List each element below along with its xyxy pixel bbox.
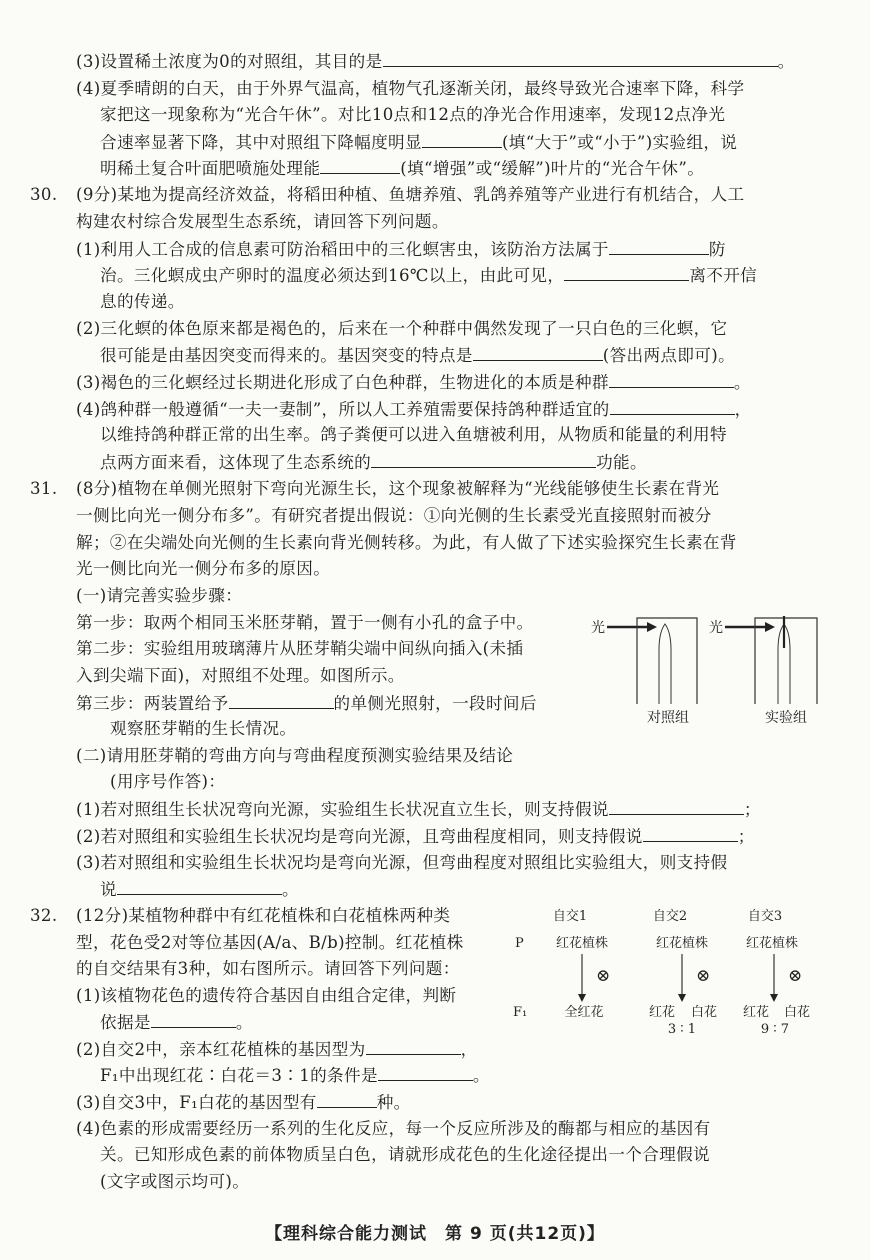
page-footer: 【理科综合能力测试 第 9 页(共12页)】 [265, 1224, 605, 1244]
q31-step1: 第一步：取两个相同玉米胚芽鞘，置于一侧有小孔的盒子中。 [76, 613, 534, 632]
q32-1-line1: (1)该植物花色的遗传符合基因自由组合定律，判断 [76, 986, 457, 1005]
q31-step2-line2: 入到尖端下面)，对照组不处理。如图所示。 [76, 666, 405, 685]
q32-3-line: (3)自交3中，F₁白花的基因型有 种。 [76, 1093, 411, 1112]
q31-step3-line1: 第三步：两装置给予 的单侧光照射，一段时间后 [76, 694, 537, 713]
cross2-self-symbol: ⊗ [696, 966, 711, 986]
q31-step2-line1: 第二步：实验组用玻璃薄片从胚芽鞘尖端中间纵向插入(未插 [76, 639, 524, 658]
q29-4-line3: 合速率显著下降，其中对照组下降幅度明显 (填“大于”或“小于”)实验组，说 [100, 133, 738, 152]
cross2-arrowhead [678, 994, 686, 1002]
cross3-ratio: 9 ∶ 7 [760, 1022, 790, 1036]
q31-result1: (1)若对照组生长状况弯向光源，实验组生长状况直立生长，则支持假说 ； [76, 800, 761, 819]
q29-3-line: (3)设置稀土浓度为0的对照组，其目的是 。 [76, 52, 795, 71]
q32-stem-line2: 型，花色受2对等位基因(A/a、B/b)控制。红花植株 [76, 933, 464, 952]
q30-3-line: (3)褐色的三化螟经过长期进化形成了白色种群，生物进化的本质是种群 。 [76, 373, 751, 392]
p-row-label: P [515, 936, 524, 951]
q31-result3-line2: 说 。 [100, 880, 299, 899]
q32-2-line1: (2)自交2中，亲本红花植株的基因型为 ， [76, 1040, 478, 1059]
cross1-self-symbol: ⊗ [596, 966, 611, 986]
q30-4-line3: 点两方面来看，这体现了生态系统的 功能。 [100, 453, 647, 472]
cross2-title: 自交2 [652, 909, 688, 924]
cross1-parent: 红花植株 [555, 936, 609, 951]
q30-1-line1: (1)利用人工合成的信息素可防治稻田中的三化螟害虫，该防治方法属于 防 [76, 240, 726, 259]
q31-part2-heading: (二)请用胚芽鞘的弯曲方向与弯曲程度预测实验结果及结论 [76, 746, 514, 765]
cross1-title: 自交1 [552, 909, 588, 924]
q32-4-line3: (文字或图示均可)。 [100, 1172, 250, 1191]
cross2-red-label: 红花 [648, 1005, 676, 1020]
control-box [637, 618, 697, 704]
experiment-box [755, 618, 817, 704]
q30-2-line2: 很可能是由基因突变而得来的。基因突变的特点是 (答出两点即可)。 [100, 346, 736, 365]
q30-2-line1: (2)三化螟的体色原来都是褐色的，后来在一个种群中偶然发现了一只白色的三化螟，它 [76, 319, 728, 338]
q29-4-line4: 明稀土复合叶面肥喷施处理能 (填“增强”或“缓解”)叶片的“光合午休”。 [100, 159, 705, 178]
q30-4-line2: 以维持鸽种群正常的出生率。鸽子粪便可以进入鱼塘被利用，从物质和能量的利用特 [100, 425, 727, 444]
q29-4-line2: 家把这一现象称为“光合午休”。对比10点和12点的净光合作用速率，发现12点净光 [100, 105, 726, 124]
cross1-arrowhead [578, 994, 586, 1002]
cross1-result: 全红花 [564, 1005, 604, 1020]
q30-stem-line1: (9分)某地为提高经济效益，将稻田种植、鱼塘养殖、乳鸽养殖等产业进行有机结合，人工 [76, 185, 745, 204]
q31-part2-note: (用序号作答)： [110, 772, 226, 791]
q31-part1-heading: (一)请完善实验步骤： [76, 586, 243, 605]
q31-step3-line2: 观察胚芽鞘的生长情况。 [110, 719, 297, 738]
q30-1-line3: 息的传递。 [100, 292, 185, 311]
control-coleoptile [659, 624, 671, 704]
q32-1-line2: 依据是 。 [100, 1013, 253, 1032]
q32-stem-line1: (12分)某植物种群中有红花植株和白花植株两种类 [76, 906, 451, 925]
q30-4-line1: (4)鸽种群一般遵循“一夫一妻制”，所以人工养殖需要保持鸽种群适宜的 ， [76, 400, 752, 419]
control-light-label: 光 [591, 620, 605, 636]
f1-row-label: F₁ [513, 1005, 528, 1020]
cross2-white-label: 白花 [690, 1005, 718, 1020]
cross3-white-label: 白花 [783, 1005, 810, 1020]
cross3-red-label: 红花 [742, 1005, 770, 1020]
experiment-light-label: 光 [709, 620, 723, 636]
q32-number: 32. [30, 906, 58, 925]
q31-stem-line4: 光一侧比向光一侧分布多的原因。 [76, 559, 331, 578]
q32-4-line2: 关。已知形成色素的前体物质呈白色，请就形成花色的生化途径提出一个合理假说 [100, 1145, 710, 1164]
q31-number: 31. [30, 479, 58, 498]
q30-number: 30. [30, 185, 58, 204]
q32-4-line1: (4)色素的形成需要经历一系列的生化反应，每一个反应所涉及的酶都与相应的基因有 [76, 1119, 711, 1138]
control-light-arrowhead [647, 622, 657, 632]
control-label: 对照组 [647, 710, 689, 726]
self-cross-figure [510, 906, 810, 1040]
q32-stem-line3: 的自交结果有3种，如右图所示。请回答下列问题： [76, 959, 460, 978]
q31-stem-line1: (8分)植物在单侧光照射下弯向光源生长，这个现象被解释为“光线能够使生长素在背光 [76, 479, 720, 498]
experiment-label: 实验组 [765, 710, 807, 726]
q32-2-line2: F₁中出现红花∶白花＝3∶1的条件是 。 [100, 1066, 490, 1085]
q31-stem-line2: 一侧比向光一侧分布多”。有研究者提出假说：①向光侧的生长素受光直接照射而被分 [76, 506, 712, 525]
q31-result2: (2)若对照组和实验组生长状况均是弯向光源，且弯曲程度相同，则支持假说 ； [76, 827, 755, 846]
q31-stem-line3: 解；②在尖端处向光侧的生长素向背光侧转移。为此，有人做了下述实验探究生长素在背 [76, 533, 737, 552]
cross3-parent: 红花植株 [745, 936, 799, 951]
cross2-ratio: 3 ∶ 1 [667, 1022, 697, 1036]
cross2-parent: 红花植株 [655, 936, 709, 951]
q31-result3-line1: (3)若对照组和实验组生长状况均是弯向光源，但弯曲程度对照组比实验组大，则支持假 [76, 853, 728, 872]
experiment-light-arrowhead [765, 622, 775, 632]
q29-4-line1: (4)夏季晴朗的白天，由于外界气温高，植物气孔逐渐关闭，最终导致光合速率下降，科学 [76, 79, 745, 98]
cross3-self-symbol: ⊗ [788, 966, 803, 986]
q30-1-line2: 治。三化螟成虫产卵时的温度必须达到16℃以上，由此可见， 离不开信 [100, 266, 758, 285]
cross3-title: 自交3 [747, 909, 783, 924]
q30-stem-line2: 构建农村综合发展型生态系统，请回答下列问题。 [76, 212, 449, 231]
cross3-arrowhead [770, 994, 778, 1002]
coleoptile-figure [585, 610, 845, 739]
